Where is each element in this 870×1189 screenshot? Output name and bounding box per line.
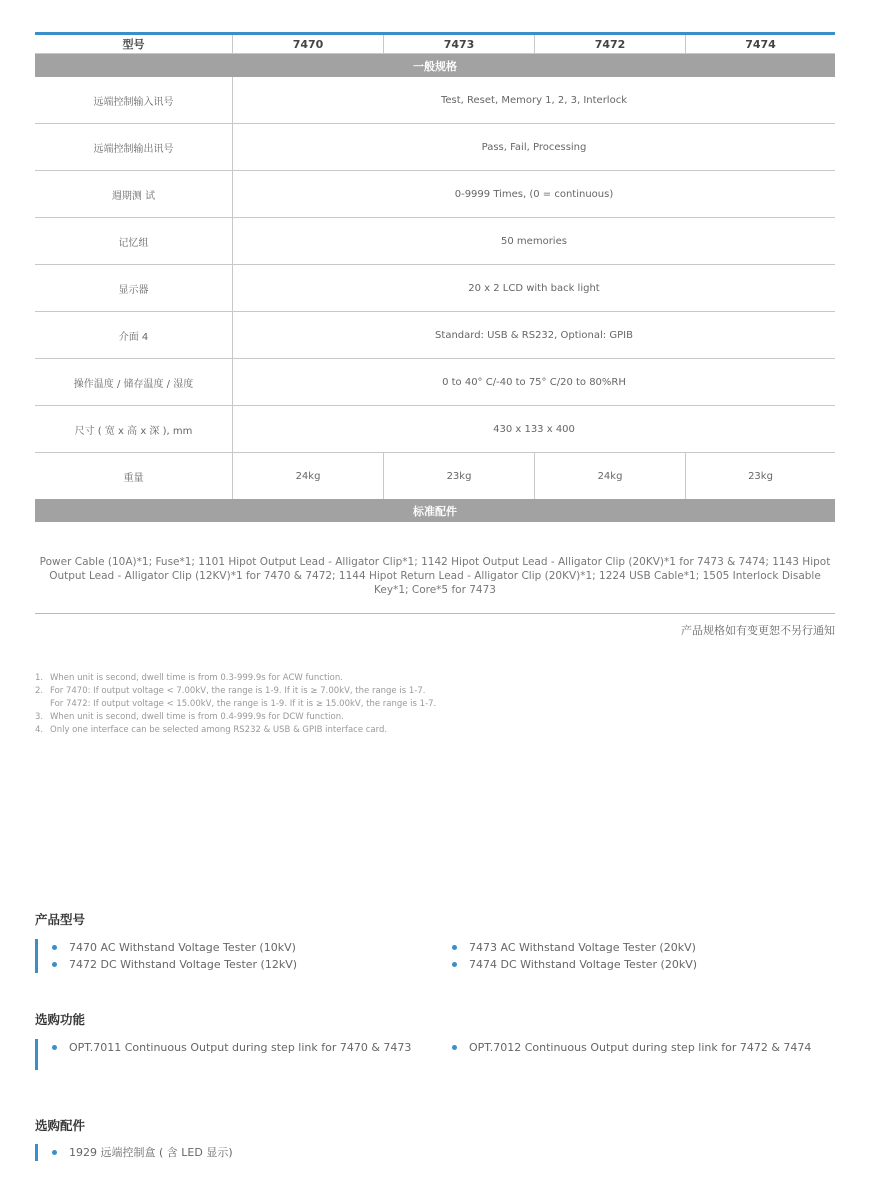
spec-label: 远端控制输出讯号 xyxy=(35,124,233,170)
section-standard-accessories: 标准配件 xyxy=(35,499,835,522)
spec-row xyxy=(35,406,835,453)
spec-row xyxy=(35,218,835,265)
weight-7473: 23kg xyxy=(384,453,535,499)
list-item xyxy=(52,956,438,973)
footnote-number: 3. xyxy=(35,712,44,722)
options-title: 选购功能 xyxy=(35,1012,86,1027)
bullet-icon xyxy=(52,962,57,967)
footnote-text: When unit is second, dwell time is from 0.4-999.9s for DCW function. xyxy=(50,712,344,722)
spec-change-notice: 产品规格如有变更恕不另行通知 xyxy=(681,624,835,637)
spec-value: 0 to 40° C/-40 to 75° C/20 to 80%RH xyxy=(442,376,626,388)
header-7472: 7472 xyxy=(534,35,685,53)
header-model: 型号 xyxy=(122,38,145,51)
footnote-text: For 7470: If output voltage < 7.00kV, the range is 1-9. If it is ≥ 7.00kV, the range is 1-7. xyxy=(50,686,426,696)
section-general-specs: 一般规格 xyxy=(35,54,835,77)
models-list xyxy=(35,939,838,973)
standard-accessories-text: Power Cable (10A)*1; Fuse*1; 1101 Hipot Output Lead - Alligator Clip*1; 1142 Hipot Output Lead - Alligator Clip (20KV)*1 for 7473 & 7474; 1143 Hipot Output Lead - Alligator Clip (12KV)*1 for 7470 & 7472; 1144 Hipot Return Lead - Alligator Clip (20KV)*1; 1224 USB Cable*1; 1505 Interlock Disable Key*1; Core*5 for 7473 xyxy=(39,556,831,596)
list-item xyxy=(52,939,438,956)
spec-row xyxy=(35,312,835,359)
footnote xyxy=(35,672,436,685)
footnote xyxy=(35,711,436,724)
spec-row xyxy=(35,265,835,312)
footnote-number: 4. xyxy=(35,725,44,735)
models-title: 产品型号 xyxy=(35,912,86,927)
optional-accessories-list xyxy=(35,1144,838,1161)
header-7473: 7473 xyxy=(383,35,534,53)
spec-label: 週期测 试 xyxy=(35,171,233,217)
options-list xyxy=(35,1039,838,1070)
spec-table xyxy=(35,32,835,522)
footnote xyxy=(35,698,436,711)
model-7470: 7470 AC Withstand Voltage Tester (10kV) xyxy=(69,941,296,954)
bullet-icon xyxy=(52,1150,57,1155)
weight-7472: 24kg xyxy=(535,453,686,499)
weight-7474: 23kg xyxy=(748,470,773,482)
option-7012: OPT.7012 Continuous Output during step link for 7472 & 7474 xyxy=(469,1041,812,1054)
spec-label: 介面 4 xyxy=(35,312,233,358)
spec-label: 操作温度 / 储存温度 / 湿度 xyxy=(35,359,233,405)
spec-row xyxy=(35,171,835,218)
spec-row xyxy=(35,124,835,171)
header-7470: 7470 xyxy=(232,35,383,53)
list-item xyxy=(52,1039,438,1056)
list-item xyxy=(452,939,838,956)
header-7474: 7474 xyxy=(685,35,835,53)
weight-label: 重量 xyxy=(35,453,233,499)
accessory-1929: 1929 远端控制盒 ( 含 LED 显示) xyxy=(69,1146,233,1159)
footnote-number: 2. xyxy=(35,686,44,696)
list-item xyxy=(452,1039,838,1056)
spec-label: 记忆组 xyxy=(35,218,233,264)
footnote xyxy=(35,724,436,737)
spec-value: Standard: USB & RS232, Optional: GPIB xyxy=(435,329,633,341)
footnotes xyxy=(35,672,436,737)
bullet-icon xyxy=(52,945,57,950)
spec-value: 50 memories xyxy=(501,235,567,247)
bullet-icon xyxy=(52,1045,57,1050)
footnote-number xyxy=(35,698,50,711)
spec-label: 显示器 xyxy=(35,265,233,311)
footnote-text: When unit is second, dwell time is from 0.3-999.9s for ACW function. xyxy=(50,673,343,683)
spec-header-row xyxy=(35,35,835,54)
spec-value: Test, Reset, Memory 1, 2, 3, Interlock xyxy=(440,94,627,106)
spec-row xyxy=(35,359,835,406)
list-item xyxy=(452,956,838,973)
bullet-icon xyxy=(452,1045,457,1050)
list-item xyxy=(52,1144,438,1161)
option-7011: OPT.7011 Continuous Output during step link for 7470 & 7473 xyxy=(69,1041,412,1054)
spec-row xyxy=(35,77,835,124)
model-7473: 7473 AC Withstand Voltage Tester (20kV) xyxy=(469,941,696,954)
spec-value: Pass, Fail, Processing xyxy=(481,141,587,153)
weight-7470: 24kg xyxy=(233,453,384,499)
spec-label: 远端控制输入讯号 xyxy=(35,77,233,123)
bullet-icon xyxy=(452,945,457,950)
divider xyxy=(35,613,835,614)
model-7472: 7472 DC Withstand Voltage Tester (12kV) xyxy=(69,958,298,971)
optional-accessories-title: 选购配件 xyxy=(35,1118,86,1133)
footnote-text: Only one interface can be selected among RS232 & USB & GPIB interface card. xyxy=(50,725,388,735)
footnote-text: For 7472: If output voltage < 15.00kV, the range is 1-9. If it is ≥ 15.00kV, the range is 1-7. xyxy=(50,699,437,709)
spec-label: 尺寸 ( 宽 x 高 x 深 ), mm xyxy=(35,406,233,452)
footnote-number: 1. xyxy=(35,673,44,683)
spec-value: 20 x 2 LCD with back light xyxy=(468,282,600,294)
spec-value: 430 x 133 x 400 xyxy=(493,423,575,435)
model-7474: 7474 DC Withstand Voltage Tester (20kV) xyxy=(469,958,698,971)
footnote xyxy=(35,685,436,698)
spec-value: 0-9999 Times, (0 = continuous) xyxy=(454,188,614,200)
bullet-icon xyxy=(452,962,457,967)
weight-row xyxy=(35,453,835,499)
